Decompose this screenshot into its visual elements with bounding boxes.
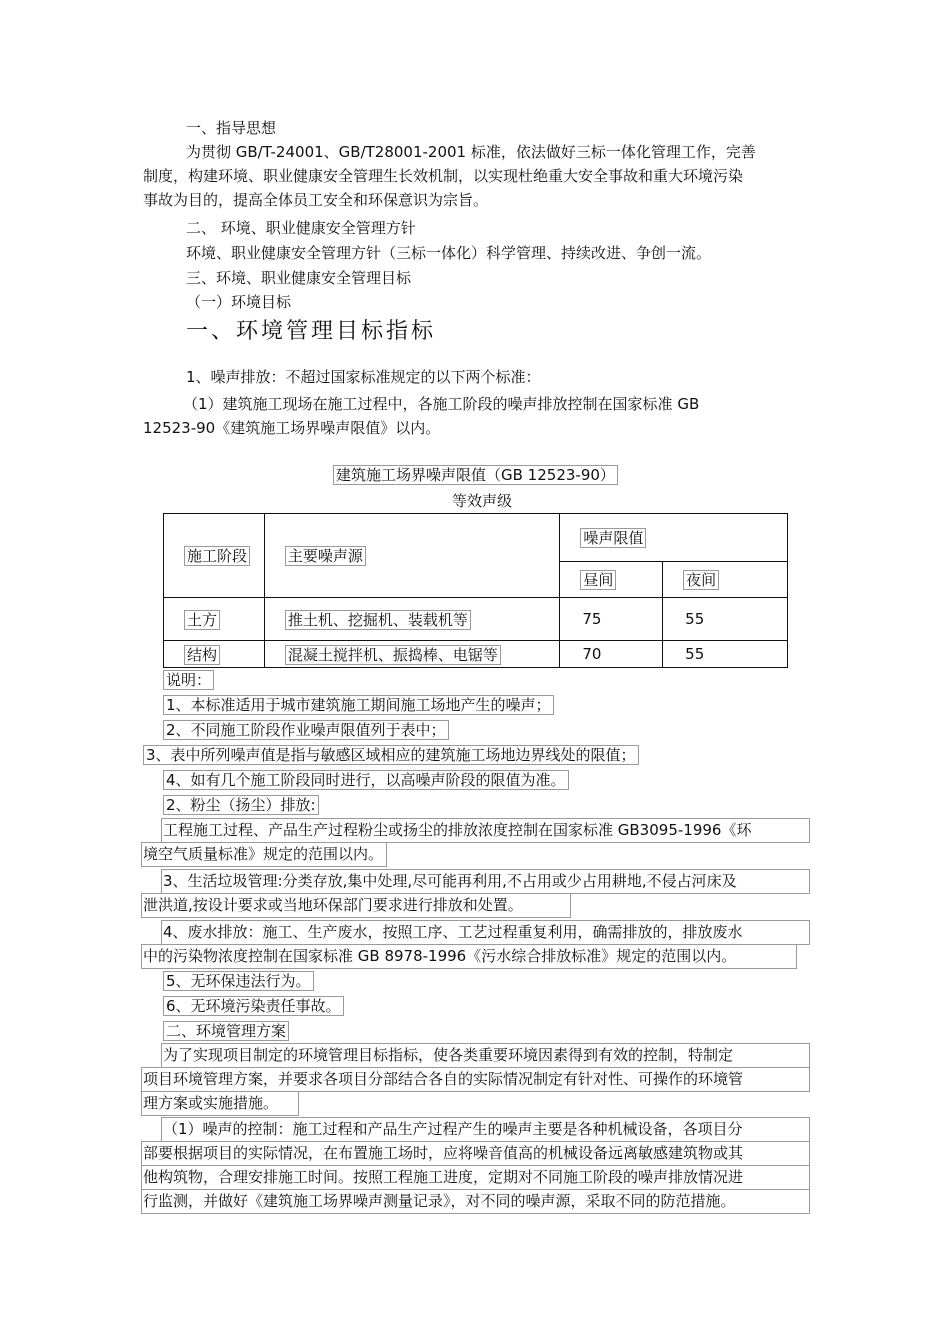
row-stage: 土方 [164, 598, 265, 641]
row-stage: 结构 [164, 641, 265, 668]
target-item: 6、无环境污染责任事故。 [163, 996, 344, 1016]
section-2-title: 二、 环境、职业健康安全管理方针 [186, 219, 416, 237]
dust-body [143, 818, 808, 866]
text-line: 他构筑物，合理安排施工时间。按照工程施工进度，定期对不同施工阶段的噪声排放情况进 [143, 1168, 744, 1186]
text-line: 项目环境管理方案，并要求各项目分部结合各自的实际情况制定有针对性、可操作的环境管 [143, 1070, 744, 1088]
row-source: 混凝土搅拌机、振捣棒、电锯等 [264, 641, 559, 668]
table-row [164, 641, 788, 668]
garbage-target [143, 869, 808, 917]
text-line: 泄洪道,按设计要求或当地环保部门要求进行排放和处置。 [143, 896, 523, 914]
noise-intro-line: 1、噪声排放：不超过国家标准规定的以下两个标准： [186, 368, 541, 386]
plan-body [143, 1043, 808, 1115]
text-line: 4、废水排放：施工、生产废水，按照工序、工艺过程重复利用，确需排放的，排放废水 [163, 923, 743, 941]
text-line: 为了实现项目制定的环境管理目标指标，使各类重要环境因素得到有效的控制，特制定 [163, 1046, 734, 1064]
notes-title: 说明： [163, 670, 214, 690]
section-3-subtitle: （一）环境目标 [186, 293, 292, 311]
table-row [164, 598, 788, 641]
table-header-row [164, 514, 788, 562]
noise-standard-paragraph [143, 392, 808, 440]
note-item: 4、如有几个施工阶段同时进行，以高噪声阶段的限值为准。 [163, 770, 569, 790]
plan-title: 二、环境管理方案 [163, 1021, 289, 1041]
header-limit: 噪声限值 [560, 514, 788, 562]
table-subcaption: 等效声级 [452, 492, 513, 510]
row-night: 55 [663, 598, 788, 641]
text-line: 境空气质量标准》规定的范围以内。 [143, 845, 384, 863]
noise-control-measures [143, 1117, 808, 1213]
header-stage: 施工阶段 [164, 514, 265, 598]
section-2-body: 环境、职业健康安全管理方针（三标一体化）科学管理、持续改进、争创一流。 [186, 244, 712, 262]
target-item: 5、无环保违法行为。 [163, 971, 314, 991]
section-1-title: 一、指导思想 [186, 119, 277, 137]
section-3-title: 三、环境、职业健康安全管理目标 [186, 269, 412, 287]
header-day: 昼间 [560, 562, 663, 598]
text-line: 行监测，并做好《建筑施工场界噪声测量记录》，对不同的噪声源，采取不同的防范措施。 [143, 1192, 736, 1210]
row-day: 70 [560, 641, 663, 668]
text-line: （1）建筑施工现场在施工过程中，各施工阶段的噪声排放控制在国家标准 GB [183, 395, 700, 413]
note-item: 3、表中所列噪声值是指与敏感区域相应的建筑施工场地边界线处的限值； [143, 745, 639, 765]
text-line: （1）噪声的控制：施工过程和产品生产过程产生的噪声主要是各种机械设备，各项目分 [163, 1120, 743, 1138]
header-night: 夜间 [663, 562, 788, 598]
text-line: 理方案或实施措施。 [143, 1094, 279, 1112]
text-line: 部要根据项目的实际情况，在布置施工场时，应将噪音值高的机械设备远离敏感建筑物或其 [143, 1144, 744, 1162]
main-heading: 一、环境管理目标指标 [186, 319, 437, 344]
text-line: 事故为目的，提高全体员工安全和环保意识为宗旨。 [143, 191, 489, 209]
row-day: 75 [560, 598, 663, 641]
text-line: 中的污染物浓度控制在国家标准 GB 8978-1996《污水综合排放标准》规定的范围以内。 [143, 947, 737, 965]
table-caption: 建筑施工场界噪声限值（GB 12523-90） [333, 465, 618, 485]
header-source: 主要噪声源 [264, 514, 559, 598]
text-line: 制度，构建环境、职业健康安全管理生长效机制，以实现杜绝重大安全事故和重大环境污染 [143, 167, 744, 185]
text-line: 3、生活垃圾管理:分类存放,集中处理,尽可能再利用,不占用或少占用耕地,不侵占河床及 [163, 872, 737, 890]
wastewater-target [143, 920, 808, 968]
dust-title: 2、粉尘（扬尘）排放: [163, 795, 319, 815]
row-night: 55 [663, 641, 788, 668]
row-source: 推土机、挖掘机、装载机等 [264, 598, 559, 641]
note-item: 2、不同施工阶段作业噪声限值列于表中； [163, 720, 449, 740]
note-item: 1、本标准适用于城市建筑施工期间施工场地产生的噪声； [163, 695, 554, 715]
text-line: 12523-90《建筑施工场界噪声限值》以内。 [143, 419, 441, 437]
text-line: 工程施工过程、产品生产过程粉尘或扬尘的排放浓度控制在国家标准 GB3095-1996《环 [163, 821, 752, 839]
noise-limit-table [163, 513, 788, 668]
section-1-body [143, 140, 808, 212]
text-line: 为贯彻 GB/T-24001、GB/T28001-2001 标准，依法做好三标一体化管理工作，完善 [186, 143, 756, 161]
